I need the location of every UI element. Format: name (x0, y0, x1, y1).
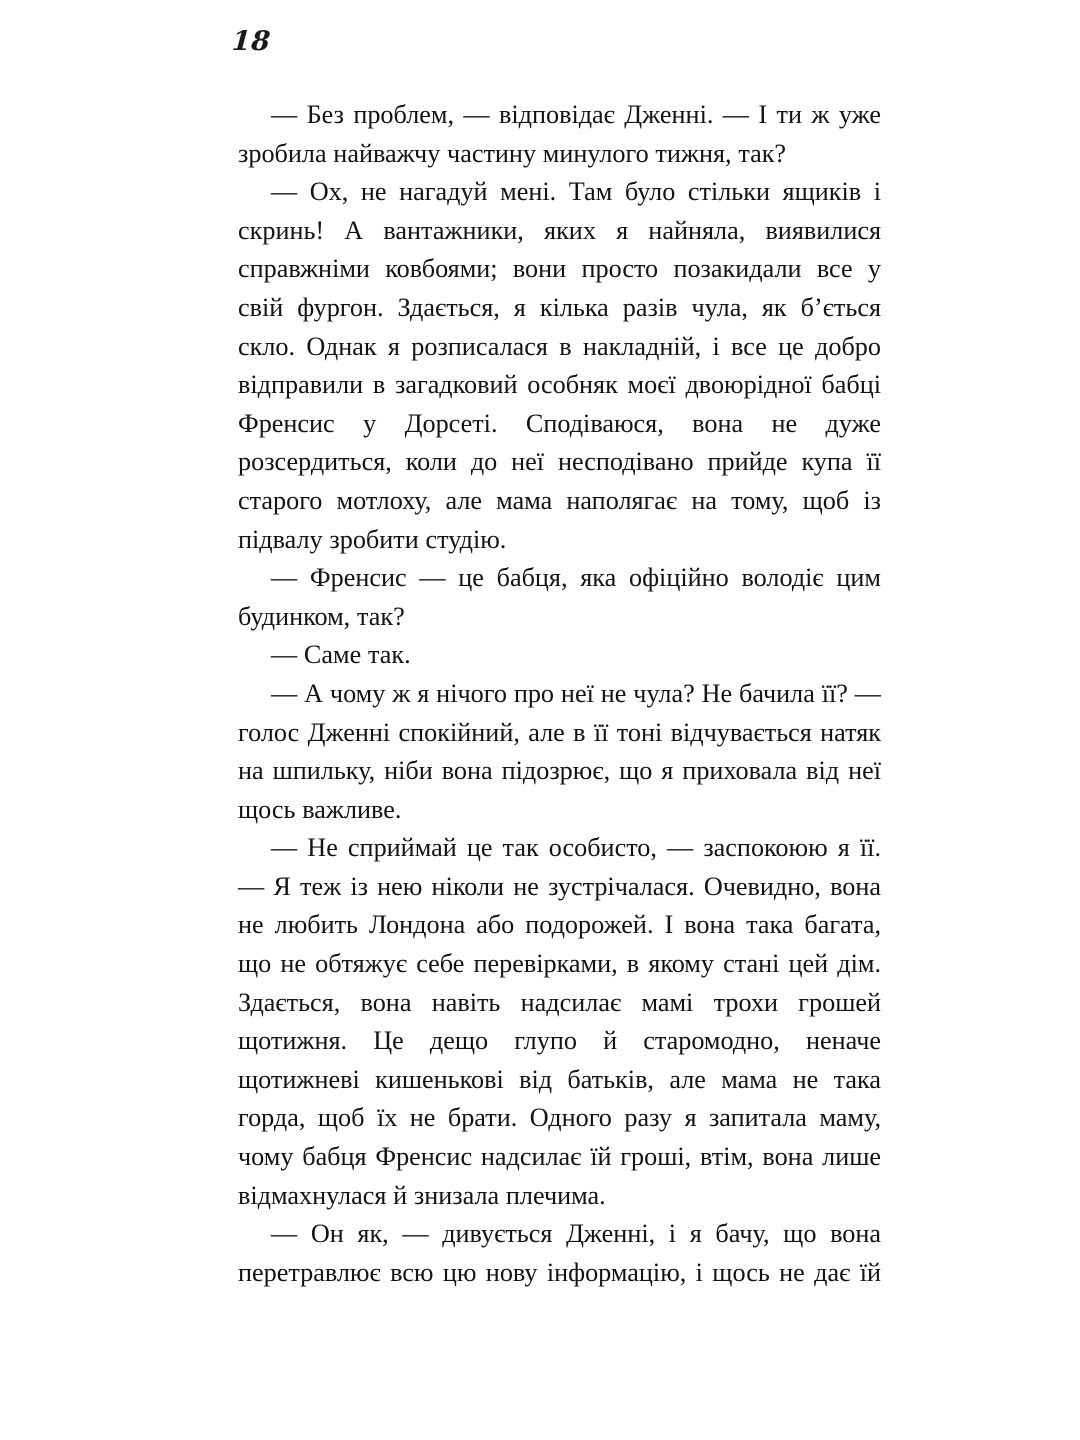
page-number: 18 (230, 26, 272, 57)
paragraph: — Не сприймай це так особисто, — заспокоюю я її. — Я теж із нею ніколи не зустрічалася. Очевидно, вона не любить Лондона або подорожей. І вона така багата, що не обтяжує себе перевірками, в якому стані цей дім. Здається, вона навіть надсилає мамі трохи грошей щотижня. Це дещо глупо й старомодно, неначе щотижневі кишенькові від батьків, але мама не така горда, щоб їх не брати. Одного разу я запитала маму, чому бабця Френсис надсилає їй гроші, втім, вона лише відмахнулася й знизала плечима. (238, 833, 881, 1210)
paragraph: — Без проблем, — відповідає Дженні. — І ти ж уже зробила найважчу частину минулого тижня, так? (238, 100, 881, 168)
paragraph: — Он як, — дивується Дженні, і я бачу, що вона перетравлює всю цю нову інформацію, і щось не дає їй (238, 1219, 881, 1287)
paragraph: — Френсис — це бабця, яка офіційно володіє цим будинком, так? (238, 563, 881, 631)
body-text (238, 96, 881, 1331)
paragraph: — А чому ж я нічого про неї не чула? Не бачила її? — голос Дженні спокійний, але в її тоні відчувається натяк на шпильку, ніби вона підозрює, що я приховала від неї щось важливе. (238, 678, 881, 824)
paragraph: — Ох, не нагадуй мені. Там було стільки ящиків і скринь! А вантажники, яких я найняла, виявилися справжніми ковбоями; вони просто позакидали все у свій фургон. Здається, я кілька разів чула, як б’ється скло. Однак я розписалася в накладній, і все це добро відправили в загадковий особняк моєї двоюрідної бабці Френсис у Дорсеті. Сподіваюся, вона не дуже розсердиться, коли до неї несподівано прийде купа її старого мотлоху, але мама наполягає на тому, щоб із підвалу зробити студію. (238, 177, 881, 554)
paragraph: — Саме так. (271, 640, 411, 670)
